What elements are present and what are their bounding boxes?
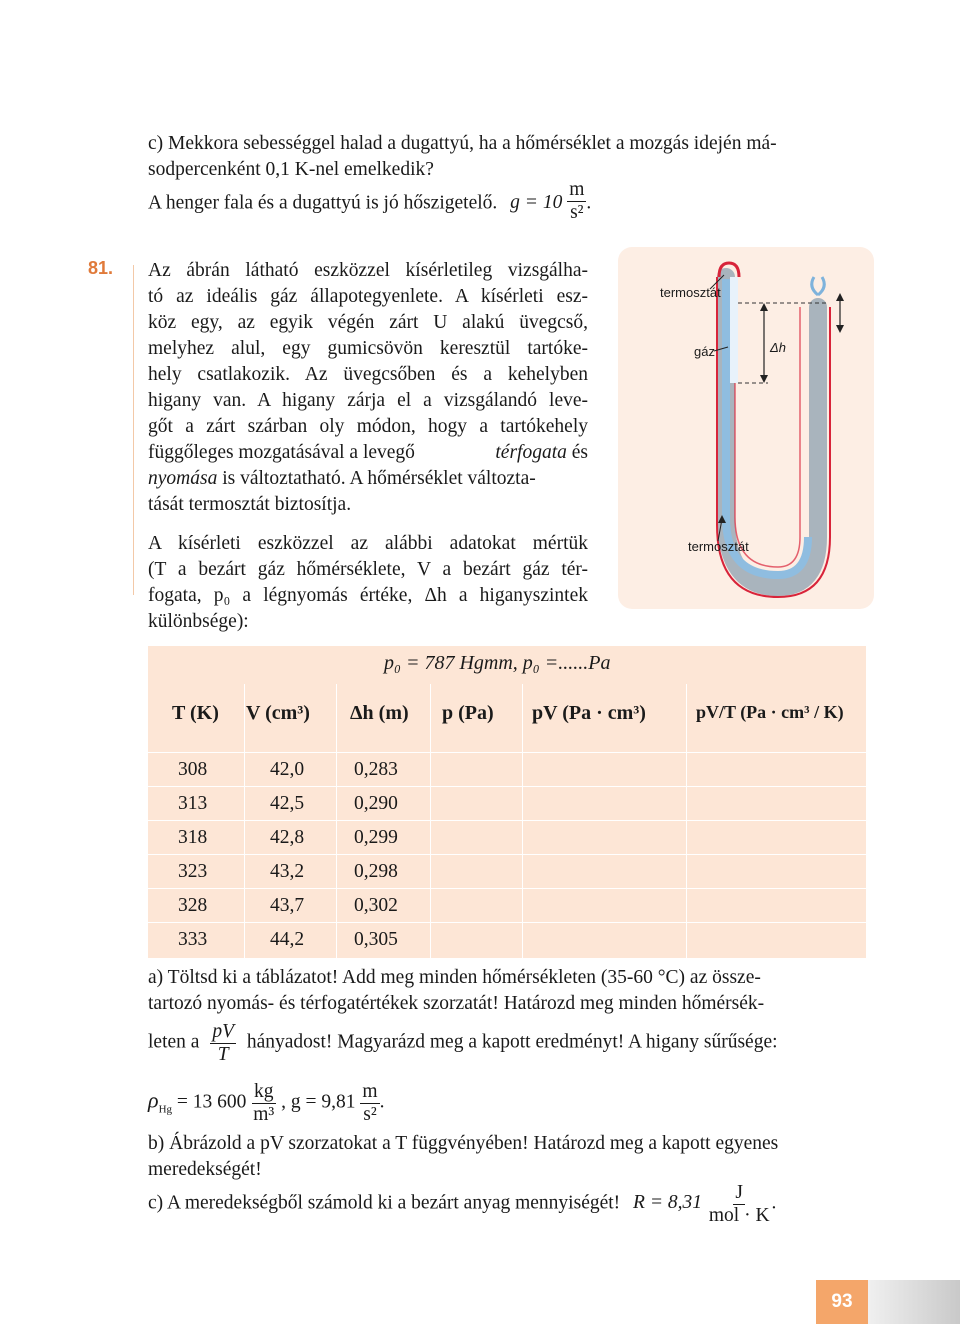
task-a-pre: leten a <box>148 1031 200 1053</box>
g-value: , g = 9,81 <box>281 1091 356 1113</box>
R-unit-fraction <box>707 1183 772 1225</box>
cell-T: 328 <box>178 895 208 916</box>
cell-V: 42,5 <box>270 793 305 814</box>
intro-line: hely csatlakozik. Az üvegcsőben és a kehelyben <box>148 364 588 385</box>
table-row <box>148 786 866 821</box>
intro-line: higany van. A higany zárja el a vizsgálandó leve- <box>148 390 588 411</box>
col-divider <box>686 684 687 958</box>
rho-sub: Hg <box>158 1103 173 1116</box>
cell-T: 323 <box>178 861 208 882</box>
inner-contour <box>735 277 800 567</box>
cell-T: 318 <box>178 827 208 848</box>
intro-and: és <box>566 442 588 463</box>
rho-unit-fraction <box>251 1082 276 1124</box>
col-divider <box>336 684 337 958</box>
cell-dh: 0,298 <box>354 861 398 882</box>
col-divider <box>430 684 431 958</box>
g2-unit-fraction <box>360 1082 379 1124</box>
task-c-line: c) A meredekségből számold ki a bezárt anyag mennyiségét! R = 8,31 $\frac{J}{\text{mol · K}}$ . <box>148 1182 777 1226</box>
task-b-line1: b) Ábrázold a pV szorzatokat a T függvényében! Határozd meg a kapott egyenes <box>148 1133 779 1154</box>
rho-value: = 13 600 <box>176 1091 247 1113</box>
label-dh: Δh <box>770 340 786 355</box>
header-dh: Δh (m) <box>350 702 409 724</box>
prev-part-c-line3 <box>148 179 592 223</box>
data-table <box>148 646 866 958</box>
header-V: V (cm³) <box>246 702 310 724</box>
R-value: R = 8,31 <box>633 1192 702 1214</box>
prev-part-c-line2: sodpercenként 0,1 K-nel emelkedik? <box>148 159 434 180</box>
table-row <box>148 820 866 855</box>
g-unit-fraction <box>567 180 586 222</box>
dh-arrow-head-up <box>760 303 768 311</box>
cell-T: 333 <box>178 929 208 950</box>
cell-dh: 0,299 <box>354 827 398 848</box>
task-a-post: hányadost! Magyarázd meg a kapott eredményt! A higany sűrűsége: <box>246 1031 778 1053</box>
intro-line: tó az ideális gáz állapotegyenlete. A kísérleti esz- <box>148 286 588 307</box>
rho-unit-num: kg <box>254 1081 274 1102</box>
rho-unit-den: m³ <box>253 1103 275 1125</box>
data-line: (T a bezárt gáz hőmérséklete, V a bezárt gáz tér- <box>148 559 588 580</box>
density-line: $\rho_{Hg} = 13$ 600 $\frac{kg}{\text{m³}}$ , g = 9,81 $\frac{m}{\text{s²}}$ . <box>148 1081 385 1125</box>
R-unit-den: mol · K <box>708 1204 770 1226</box>
g-expression: g = 10 <box>510 192 563 214</box>
header-T: T (K) <box>172 702 219 724</box>
u-tube-diagram <box>618 247 874 609</box>
cell-dh: 0,283 <box>354 759 398 780</box>
move-arrow-down <box>836 325 844 333</box>
g-unit-den: s² <box>570 201 584 223</box>
intro-line <box>148 466 588 492</box>
apparatus-figure <box>618 247 874 609</box>
rho-symbol: ρ <box>148 1087 159 1113</box>
intro-line: melyhez alul, egy gumicsövön keresztül tartóke- <box>148 338 588 359</box>
intro-line: tását termosztát biztosítja. <box>148 494 352 515</box>
fraction-den: T <box>217 1043 229 1065</box>
table-row <box>148 854 866 889</box>
table-pressure-row <box>148 646 866 684</box>
table-row <box>148 888 866 923</box>
table-row <box>148 922 866 957</box>
cell-dh: 0,305 <box>354 929 398 950</box>
intro-italic-volume: térfogata <box>495 442 567 463</box>
cell-V: 43,2 <box>270 861 305 882</box>
task-a-line2: tartozó nyomás- és térfogatértékek szorzatát! Határozd meg minden hőmérsék- <box>148 993 765 1014</box>
cell-T: 313 <box>178 793 208 814</box>
prev-part-c-text: A henger fala és a dugattyú is jó hőszigetelő. <box>148 192 498 214</box>
col-divider <box>244 684 245 958</box>
intro-line: gőt a zárt szárban oly módon, hogy a tartókehely <box>148 416 588 437</box>
problem-number: 81. <box>88 258 114 278</box>
glass-tube <box>726 279 808 575</box>
task-a-line1: a) Töltsd ki a táblázatot! Add meg minden hőmérsékleten (35-60 °C) az össze- <box>148 967 761 988</box>
g-expression-end: . <box>586 192 592 214</box>
R-unit-num: J <box>735 1182 743 1203</box>
pV-over-T-fraction <box>210 1022 236 1064</box>
pressure-note: p₀ = 787 Hgmm, p₀ =......Pa <box>384 652 611 674</box>
move-arrow-up <box>836 293 844 301</box>
g-unit-num: m <box>569 179 585 200</box>
intro-line: köz egy, az egyik végén zárt U alakú üvegcső, <box>148 312 588 333</box>
col-divider <box>522 684 523 958</box>
intro-tail: is változtatható. A hőmérséklet változta- <box>217 468 536 489</box>
data-line: különbsége): <box>148 611 249 632</box>
page-edge <box>868 1280 960 1324</box>
cell-T: 308 <box>178 759 208 780</box>
prev-part-c-line1: c) Mekkora sebességgel halad a dugattyú, ha a hőmérséklet a mozgás idején má- <box>148 133 777 154</box>
header-p: p (Pa) <box>442 702 494 724</box>
cell-dh: 0,302 <box>354 895 398 916</box>
intro-italic-pressure: nyomása <box>148 468 218 489</box>
intro-line: Az ábrán látható eszközzel kísérletileg vizsgálha- <box>148 260 588 281</box>
task-b-line2: meredekségét! <box>148 1159 262 1180</box>
table-row <box>148 752 866 787</box>
data-line: fogata, p₀ a légnyomás értéke, Δh a higanyszintek <box>148 585 588 606</box>
task-a-line3 <box>148 1022 888 1064</box>
data-line: A kísérleti eszközzel az alábbi adatokat mértük <box>148 533 588 554</box>
label-thermostat-bottom: termosztát <box>688 539 749 554</box>
intro-line-text: függőleges mozgatásával a levegő <box>148 442 415 463</box>
label-thermostat-top: termosztát <box>660 285 721 300</box>
g2-unit-den: s² <box>363 1103 377 1125</box>
cell-V: 42,8 <box>270 827 305 848</box>
dh-arrow-head-down <box>760 375 768 383</box>
intro-paragraph <box>148 258 588 518</box>
data-paragraph <box>148 531 588 635</box>
header-pV: pV (Pa · cm³) <box>532 702 646 724</box>
gas-region <box>730 277 738 383</box>
task-c-text: c) A meredekségből számold ki a bezárt anyag mennyiségét! <box>148 1192 621 1214</box>
label-gas: gáz <box>694 344 715 359</box>
cell-dh: 0,290 <box>354 793 398 814</box>
header-pV-over-T: pV/T (Pa · cm³ / K) <box>696 702 844 722</box>
page-number: 93 <box>816 1280 868 1324</box>
g2-unit-num: m <box>362 1081 378 1102</box>
cell-V: 43,7 <box>270 895 305 916</box>
intro-line <box>148 440 588 466</box>
cell-V: 44,2 <box>270 929 305 950</box>
mercury-cup <box>812 277 825 295</box>
margin-guide <box>133 265 134 595</box>
cell-V: 42,0 <box>270 759 305 780</box>
fraction-num: pV <box>212 1021 234 1042</box>
